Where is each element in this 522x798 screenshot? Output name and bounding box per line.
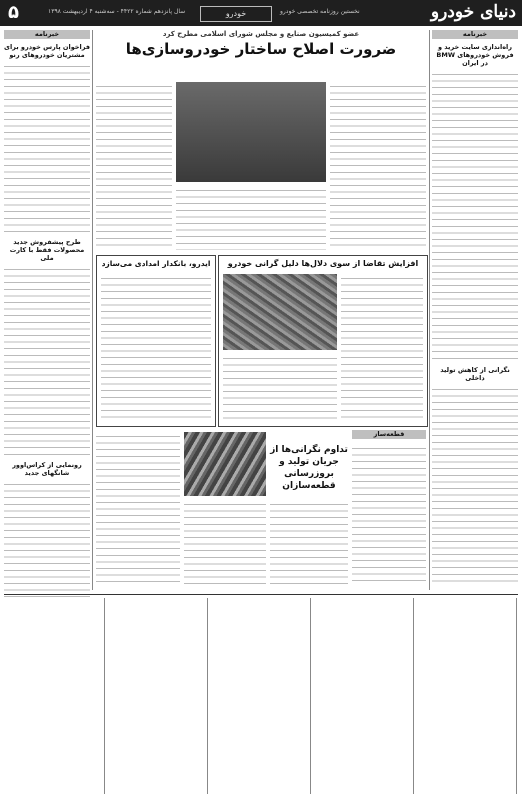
parts-text-left <box>96 432 180 584</box>
classified-notices <box>4 598 518 794</box>
idro-text <box>101 274 211 422</box>
left-article-3-text <box>4 480 90 610</box>
idro-title: ایدرو، بانکدار امدادی می‌سازد <box>101 259 211 268</box>
parts-text-right <box>352 444 426 584</box>
page-header <box>0 0 522 26</box>
right-article-1-text <box>432 70 518 360</box>
lead-kicker: عضو کمیسیون صنایع و مجلس شورای اسلامی مطرح کرد <box>162 30 360 38</box>
parts-band: قطعه‌ساز <box>352 430 426 439</box>
parts-market-photo <box>184 432 266 496</box>
column-divider <box>92 30 93 590</box>
left-article-2-text <box>4 265 90 455</box>
right-article-2-text <box>432 385 518 585</box>
car-price-text-right <box>341 274 423 422</box>
right-news-column <box>432 30 518 590</box>
right-headline-2: نگرانی از کاهش تولید داخلی <box>440 366 510 382</box>
parts-text-left-2 <box>184 500 266 584</box>
right-column-band: خبرنامه <box>432 30 518 39</box>
lead-portrait-photo <box>176 82 326 182</box>
newspaper-logo: دنیای خودرو <box>430 2 516 22</box>
newspaper-tagline: نخستین روزنامه تخصصی خودرو <box>280 8 360 15</box>
lead-story <box>96 30 426 58</box>
classifieds-rule <box>4 594 518 595</box>
lead-text-col-left <box>96 82 172 250</box>
left-headline-1: فراخوان پارس خودرو برای مشتریان خودروهای رنو <box>4 43 90 59</box>
left-column-band: خبرنامه <box>4 30 90 39</box>
parts-text-mid <box>270 500 348 584</box>
lead-text-col-right <box>330 82 426 250</box>
lead-text-col-center <box>176 186 326 250</box>
issue-info: سال پانزدهم شماره ۴۴۲۲ - سه‌شنبه ۴ اردیبهشت ۱۳۹۸ <box>48 8 186 15</box>
page-number: ۵ <box>8 2 19 23</box>
parts-headline-block <box>270 444 348 492</box>
car-price-title: افزایش تقاضا از سوی دلال‌ها دلیل گرانی خودرو <box>227 259 419 268</box>
section-rubric: خودرو <box>200 6 272 22</box>
traffic-photo <box>223 274 337 350</box>
lead-title: ضرورت اصلاح ساختار خودروسازی‌ها <box>125 40 397 58</box>
car-price-box <box>218 255 428 427</box>
idro-box <box>96 255 216 427</box>
left-headline-2: طرح پیشفروش جدید محصولات فقط با کارت ملی <box>9 238 85 262</box>
right-headline-1: راه‌اندازی سایت خرید و فروش خودروهای BMW در ایران <box>436 43 514 67</box>
parts-title: تداوم نگرانی‌ها از جریان تولید و بروزرسانی قطعه‌سازان <box>270 445 348 491</box>
left-article-1-text <box>4 62 90 232</box>
car-price-text-left <box>223 354 337 422</box>
column-divider <box>429 30 430 590</box>
left-news-column <box>4 30 90 590</box>
left-headline-3: رونمایی از کراس‌اوور شانگهای جدید <box>12 461 82 477</box>
